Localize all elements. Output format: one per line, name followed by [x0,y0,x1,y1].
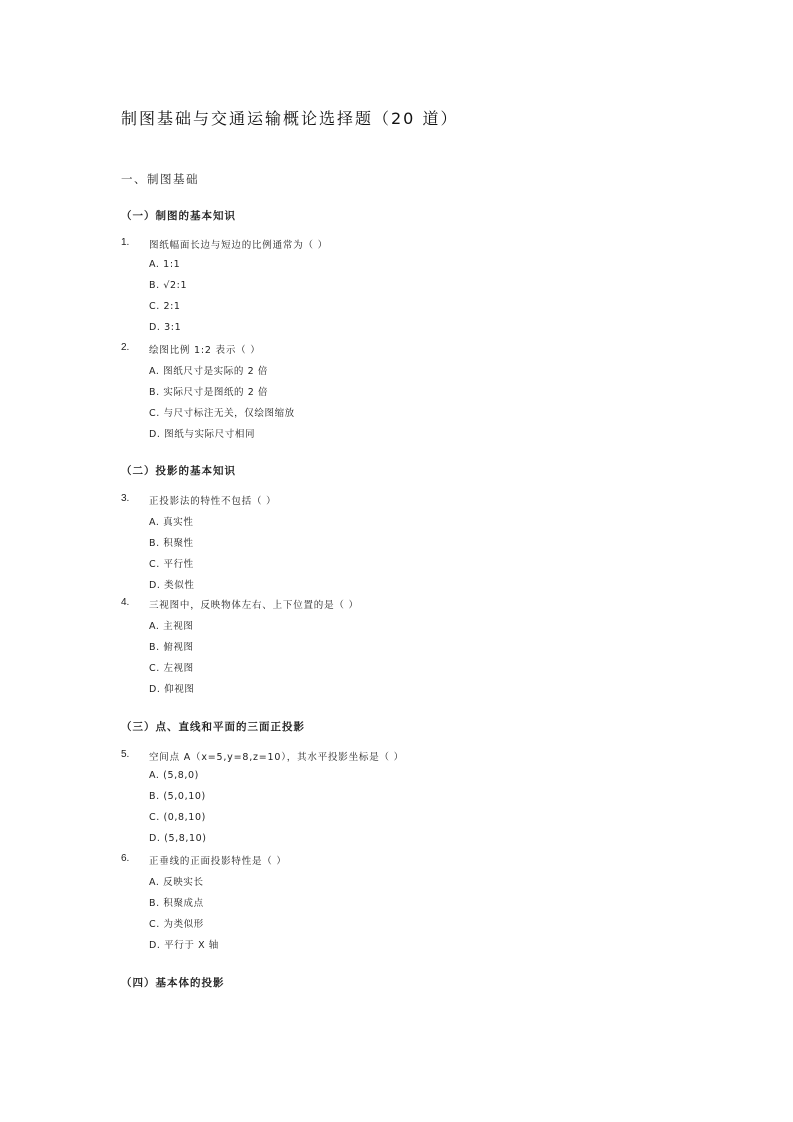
option-b: B. (5,0,10) [149,791,206,802]
page-title: 制图基础与交通运输概论选择题（20 道） [121,109,459,128]
option-a: A. (5,8,0) [149,770,199,781]
option-b: B. 实际尺寸是图纸的 2 倍 [149,387,269,398]
option-d: D. 图纸与实际尺寸相同 [149,429,256,440]
question-text: 三视图中，反映物体左右、上下位置的是（ ） [149,600,359,611]
option-b: B. 积聚性 [149,538,194,549]
subsection-heading-2: （二）投影的基本知识 [121,465,236,477]
option-d: D. 仰视图 [149,684,195,695]
option-d: D. (5,8,10) [149,833,207,844]
option-c: C. 2:1 [149,301,181,312]
question-number: 3. [121,493,130,504]
option-a: A. 反映实长 [149,877,204,888]
option-c: C. 平行性 [149,559,194,570]
option-c: C. 与尺寸标注无关，仅绘图缩放 [149,408,295,419]
question-number: 4. [121,597,130,608]
question-number: 6. [121,853,130,864]
option-a: A. 1:1 [149,259,181,270]
section-heading-1: 一、制图基础 [121,172,199,186]
question-text: 绘图比例 1:2 表示（ ） [149,345,261,356]
option-a: A. 图纸尺寸是实际的 2 倍 [149,366,268,377]
option-d: D. 3:1 [149,322,182,333]
question-number: 1. [121,237,130,248]
option-a: A. 真实性 [149,517,194,528]
option-b: B. √2:1 [149,280,188,291]
subsection-heading-4: （四）基本体的投影 [121,977,225,989]
option-a: A. 主视图 [149,621,194,632]
question-text: 图纸幅面长边与短边的比例通常为（ ） [149,240,328,251]
question-text: 空间点 A（x=5,y=8,z=10），其水平投影坐标是（ ） [149,752,404,763]
question-text: 正投影法的特性不包括（ ） [149,496,277,507]
option-c: C. 左视图 [149,663,194,674]
option-b: B. 积聚成点 [149,898,204,909]
option-b: B. 俯视图 [149,642,194,653]
option-c: C. (0,8,10) [149,812,206,823]
option-c: C. 为类似形 [149,919,204,930]
question-text: 正垂线的正面投影特性是（ ） [149,856,287,867]
option-d: D. 类似性 [149,580,195,591]
question-number: 5. [121,749,130,760]
question-number: 2. [121,342,130,353]
subsection-heading-1: （一）制图的基本知识 [121,210,236,222]
option-d: D. 平行于 X 轴 [149,940,219,951]
subsection-heading-3: （三）点、直线和平面的三面正投影 [121,721,305,733]
